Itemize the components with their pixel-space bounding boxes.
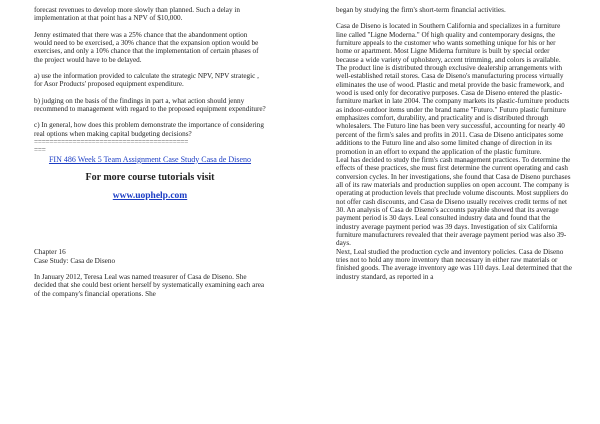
separator-line: ======================================== [34,138,189,147]
inventory-paragraph: Next, Leal studied the production cycle and inventory policies. Casa de Diseno tries not to hold any more inventory than necessary in either raw materials or finished goods. The average inventory age was 110 days. Leal determined that the industry standard, as reported in a [336,247,572,281]
short-term-paragraph: began by studying the firm's short-term financial activities. [336,6,506,14]
jenny-paragraph: Jenny estimated that there was a 25% chance that the abandonment option would need to be exercised, a 30% chance that the expansion option would be exercises, and only a 10% chance that the implementation of certain phases of the project would have to be delayed. [34,30,259,64]
question-c: c) In general, how does this problem demonstrate the importance of considering real options when making capital budgeting decisions? [34,121,264,138]
right-column [336,6,572,281]
cash-management-paragraph: Leal has decided to study the firm's cash management practices. To determine the effects of these practices, she must first determine the current operating and cash conversion cycles. In her investigations, she found that Casa de Diseno purchases all of its raw materials and production supplies on open account. The company is operating at production levels that preclude volume discounts. Most suppliers do not offer cash discounts, and Casa de Diseno usually receives credit terms of net 30. An analysis of Casa de Diseno's accounts payable showed that its average payment period is 30 days. Leal consulted industry data and found that the industry average payment period was 39 days. Investigation of six California furniture manufacturers revealed that their average payment period was also 39- days. [336,155,571,248]
question-b: b) judging on the basis of the findings in part a, what action should jenny recommend to management with regard to the proposed equipment expenditure? [34,96,266,114]
intro-paragraph: forecast revenues to develop more slowly than planned. Such a delay in implementation at that point has a NPV of $10,000. [34,6,240,23]
separator-line-end: === [34,146,46,155]
left-column [34,6,266,298]
case-study-heading: Case Study: Casa de Diseno [34,256,116,265]
question-a: a) use the information provided to calculate the strategic NPV, NPV strategic , for Asor Products' proposed equipment expenditure. [34,72,259,89]
promo-website-link[interactable]: www.uophelp.com [112,191,188,202]
promo-text: For more course tutorials visit [85,172,215,184]
chapter-label: Chapter 16 [34,248,66,257]
assignment-title-link[interactable]: FIN 486 Week 5 Team Assignment Case Study Casa de Diseno [48,154,252,164]
case-intro-paragraph: In January 2012, Teresa Leal was named treasurer of Casa de Diseno. She decided that she could best orient herself by systematically examining each area of the company's financial operations. She [34,273,265,298]
company-description-paragraph: Casa de Diseno is located in Southern California and specializes in a furniture line called "Ligne Moderna." Of high quality and contemporary designs, the furniture appeals to the customer who wants something unique for his or her home or apartment. Most Ligne Miderna furniture is built by special order because a wide variety of upholstery, accent trimming, and colors is available. The product line is distributed through exclusive dealership arrangements with well-established retail stores. Casa de Diseno's manufacturing process virtually eliminates the use of wood. Plastic and metal provide the basic framework, and wood is used only for decorative purposes. Casa de Diseno entered the plastic-furniture market in late 2004. The company markets its plastic-furniture products as indoor-outdoor items under the brand name "Futuro." Futuro plastic furniture emphasizes comfort, durability, and practicality and is distributed through wholesalers. The Futuro line has been very successful, accounting for nearly 40 percent of the firm's sales and profits in 2011. Casa de Diseno anticipates some additions to the Futuro line and also some limited change of direction in its promotion in an effort to expand the application of the plastic furniture. [336,22,570,156]
